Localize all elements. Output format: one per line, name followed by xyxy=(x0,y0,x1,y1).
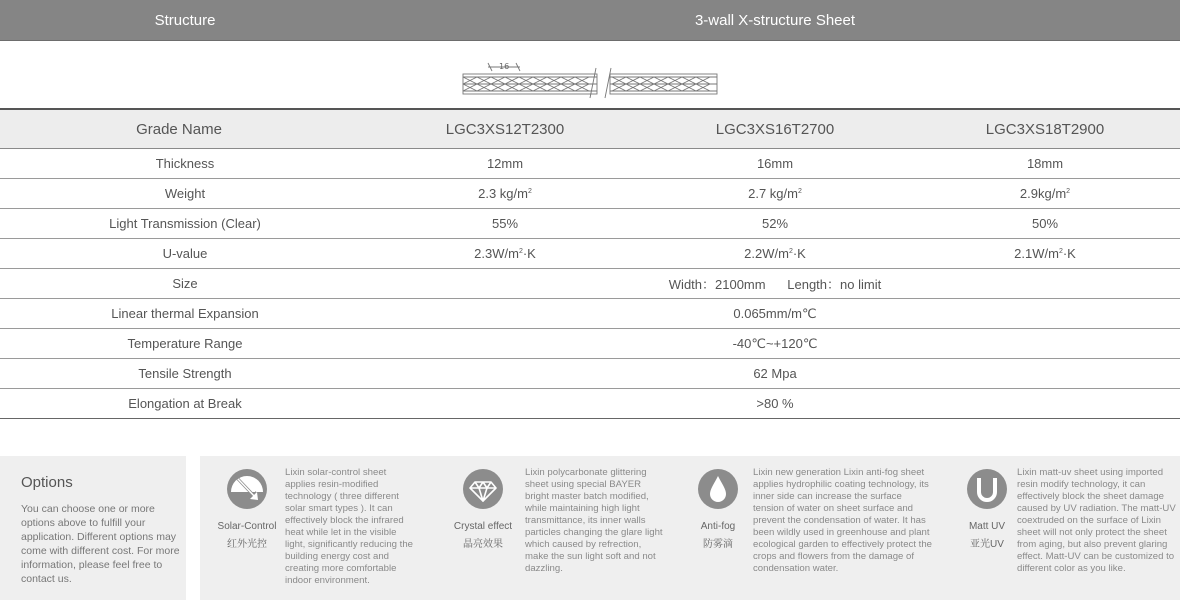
crystal-effect-icon xyxy=(462,468,504,510)
weight-value-1: 2.3 kg/m $^2$ xyxy=(478,186,532,201)
grade-name-row xyxy=(0,108,1180,149)
matt-uv-description: Lixin matt-uv sheet using imported resin modify technology, it can effectively block the sheet damage caused by UV radiation. The matt-UV coextruded on the surface of Lixin sheet will not only protect the sheet from aging, but also prevent glaring effect. Matt-UV can be customized to different color as you like. xyxy=(1017,467,1176,574)
anti-fog-name: Anti-fog xyxy=(700,521,736,532)
matt-uv-name-cn: 亚光UV xyxy=(970,539,1004,550)
anti-fog-description: Lixin new generation Lixin anti-fog sheet applies hydrophilic coating technology, its inner side can increase the surface tension of water on sheet surface and prevent the condensation of water. It has been wildly used in greenhouse and plant ecological garden to effectively protect the crops and flowers from the damage of condensation water. xyxy=(753,467,933,574)
weight-value-3: 2.9kg/m $^2$ xyxy=(1019,186,1071,201)
tensile-strength-label: Tensile Strength xyxy=(138,366,232,381)
weight-value-2: 2.7 kg/m $^2$ xyxy=(748,186,802,201)
elongation-row xyxy=(0,389,1180,419)
crystal-effect-name: Crystal effect xyxy=(453,521,513,532)
grade-name-label: Grade Name xyxy=(136,120,222,138)
temperature-range-value: -40℃~+120℃ xyxy=(732,335,818,351)
light-transmission-row xyxy=(0,209,1180,239)
weight-row xyxy=(0,179,1180,209)
light-transmission-label: Light Transmission (Clear) xyxy=(109,216,261,231)
crystal-effect-name-cn: 晶亮效果 xyxy=(463,539,503,550)
elongation-label: Elongation at Break xyxy=(128,396,242,411)
solar-control-name: Solar-Control xyxy=(217,521,277,532)
elongation-value: >80 % xyxy=(756,396,794,411)
thickness-value-1: 12mm xyxy=(486,156,524,171)
options-panel xyxy=(0,456,186,600)
u-value-row xyxy=(0,239,1180,269)
solar-control-name-cn: 红外光控 xyxy=(227,539,267,550)
grade-value-2: LGC3XS16T2700 xyxy=(715,120,835,138)
thermal-expansion-row xyxy=(0,299,1180,329)
tensile-strength-row xyxy=(0,359,1180,389)
thickness-label: Thickness xyxy=(155,156,215,171)
size-row xyxy=(0,269,1180,299)
size-value: Width：2100mm Length：no limit xyxy=(668,277,882,292)
options-text: You can choose one or more options above to fulfill your application. Different options may come with different cost. For more information, please feel free to contact us. xyxy=(21,503,180,585)
size-label: Size xyxy=(172,276,198,291)
crystal-effect-description: Lixin polycarbonate glittering sheet using special BAYER bright master batch modified, while maintaining high light transmittance, its inner walls particles changing the glare light which caused by refrection, make the sun light soft and not dazzling. xyxy=(525,467,663,574)
product-title: 3-wall X-structure Sheet xyxy=(694,12,856,29)
anti-fog-name-cn: 防雾滴 xyxy=(703,539,733,550)
features-panel xyxy=(200,456,1180,600)
temperature-range-label: Temperature Range xyxy=(127,336,243,351)
solar-control-description: Lixin solar-control sheet applies resin-modified technology ( three different solar smart types ). It can effectively block the infrared heat while let in the visible light, significantly reducing the building energy cost and creating more comfortable indoor environment. xyxy=(285,467,413,586)
grade-value-1: LGC3XS12T2300 xyxy=(445,120,565,138)
u-value-label: U-value xyxy=(162,246,208,261)
x-structure-diagram xyxy=(460,58,722,102)
structure-header: Structure xyxy=(154,12,216,29)
solar-control-icon xyxy=(226,468,268,510)
light-transmission-value-2: 52% xyxy=(761,216,789,231)
thermal-expansion-value: 0.065mm/m℃ xyxy=(733,305,817,321)
anti-fog-icon xyxy=(697,468,739,510)
grade-value-3: LGC3XS18T2900 xyxy=(985,120,1105,138)
thickness-row xyxy=(0,149,1180,179)
matt-uv-icon xyxy=(966,468,1008,510)
dimension-label: 16 xyxy=(499,62,510,71)
options-title: Options xyxy=(21,474,73,491)
temperature-range-row xyxy=(0,329,1180,359)
u-value-3: 2.1W/m $^2$ ·K xyxy=(1014,246,1076,261)
matt-uv-name: Matt UV xyxy=(968,521,1006,532)
light-transmission-value-3: 50% xyxy=(1031,216,1059,231)
tensile-strength-value: 62 Mpa xyxy=(753,366,797,381)
table-header xyxy=(0,0,1180,41)
thermal-expansion-label: Linear thermal Expansion xyxy=(111,306,259,321)
thickness-value-3: 18mm xyxy=(1026,156,1064,171)
thickness-value-2: 16mm xyxy=(756,156,794,171)
light-transmission-value-1: 55% xyxy=(491,216,519,231)
u-value-2: 2.2W/m $^2$ ·K xyxy=(744,246,806,261)
weight-label: Weight xyxy=(164,186,206,201)
u-value-1: 2.3W/m $^2$ ·K xyxy=(474,246,536,261)
